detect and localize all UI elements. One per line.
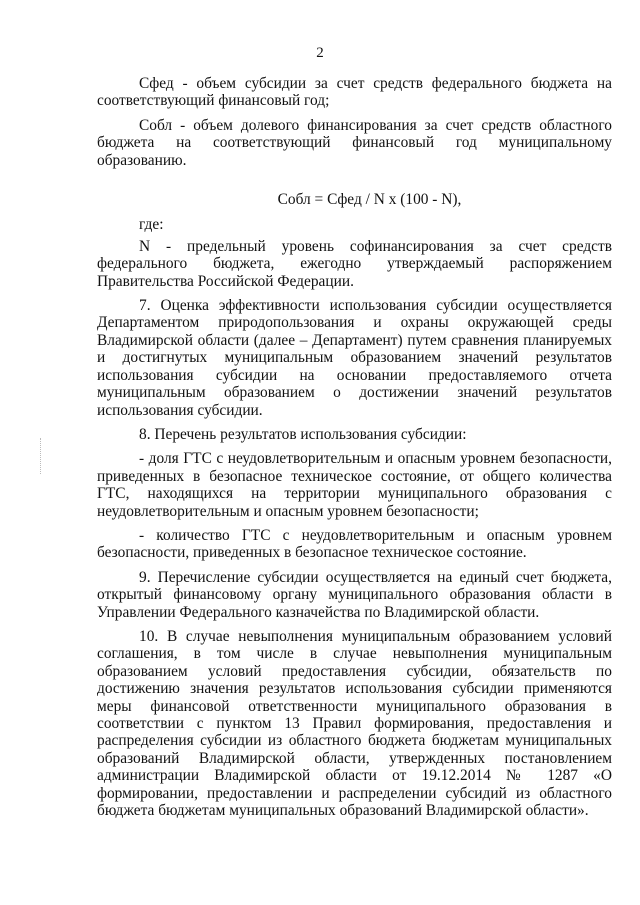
paragraph-n-definition: N - предельный уровень софинансирования за счет средств федерального бюджета, ежегодно утверждаемый распоряжением Правительства Российской Федерации.	[97, 237, 612, 290]
formula: Собл = Сфед / N x (100 - N),	[277, 191, 462, 209]
paragraph-item-7: 7. Оценка эффективности использования субсидии осуществляется Департаментом природопользования и охраны окружающей среды Владимирской области (далее – Департамент) путем сравнения планируемых и достигнутых муниципальным образованием значений результатов использования субсидии на основании предоставляемого отчета муниципальным образованием о достижении значений результатов использования субсидии.	[97, 297, 612, 419]
paragraph-item-8-bullet-1: - доля ГТС с неудовлетворительным и опасным уровнем безопасности, приведенных в безопасное техническое состояние, от общего количества ГТС, находящихся на территории муниципального образования с неудовлетворительным и опасным уровнем безопасности;	[97, 450, 612, 520]
document-body	[97, 75, 612, 819]
paragraph-item-8-bullet-2: - количество ГТС с неудовлетворительным и опасным уровнем безопасности, приведенных в безопасное техническое состояние.	[97, 526, 612, 562]
paragraph-item-9: 9. Перечисление субсидии осуществляется на единый счет бюджета, открытый финансовому органу муниципального образования области в Управлении Федерального казначейства по Владимирской области.	[97, 568, 612, 621]
paragraph-sfed-definition: Сфед - объем субсидии за счет средств федерального бюджета на соответствующий финансовый год;	[97, 75, 612, 110]
paragraph-item-8: 8. Перечень результатов использования субсидии:	[139, 425, 467, 443]
formula-where-label: где:	[139, 216, 164, 234]
page-number: 2	[316, 45, 324, 61]
paragraph-sobl-definition: Собл - объем долевого финансирования за счет средств областного бюджета на соответствующий финансовый год муниципальному образованию.	[97, 116, 612, 169]
paragraph-item-10: 10. В случае невыполнения муниципальным образованием условий соглашения, в том числе в случае невыполнения муниципальным образованием условий предоставления субсидии, обязательств по достижению значения результатов использования субсидии применяются меры финансовой ответственности муниципального образования в соответствии с пунктом 13 Правил формирования, предоставления и распределения субсидии из областного бюджета бюджетам муниципальных образований Владимирской области, утвержденных постановлением администрации Владимирской области от 19.12.2014 № 1287 «О формировании, предоставлении и распределении субсидий из областного бюджета бюджетам муниципальных образований Владимирской области».	[97, 627, 612, 820]
margin-mark	[40, 438, 42, 474]
